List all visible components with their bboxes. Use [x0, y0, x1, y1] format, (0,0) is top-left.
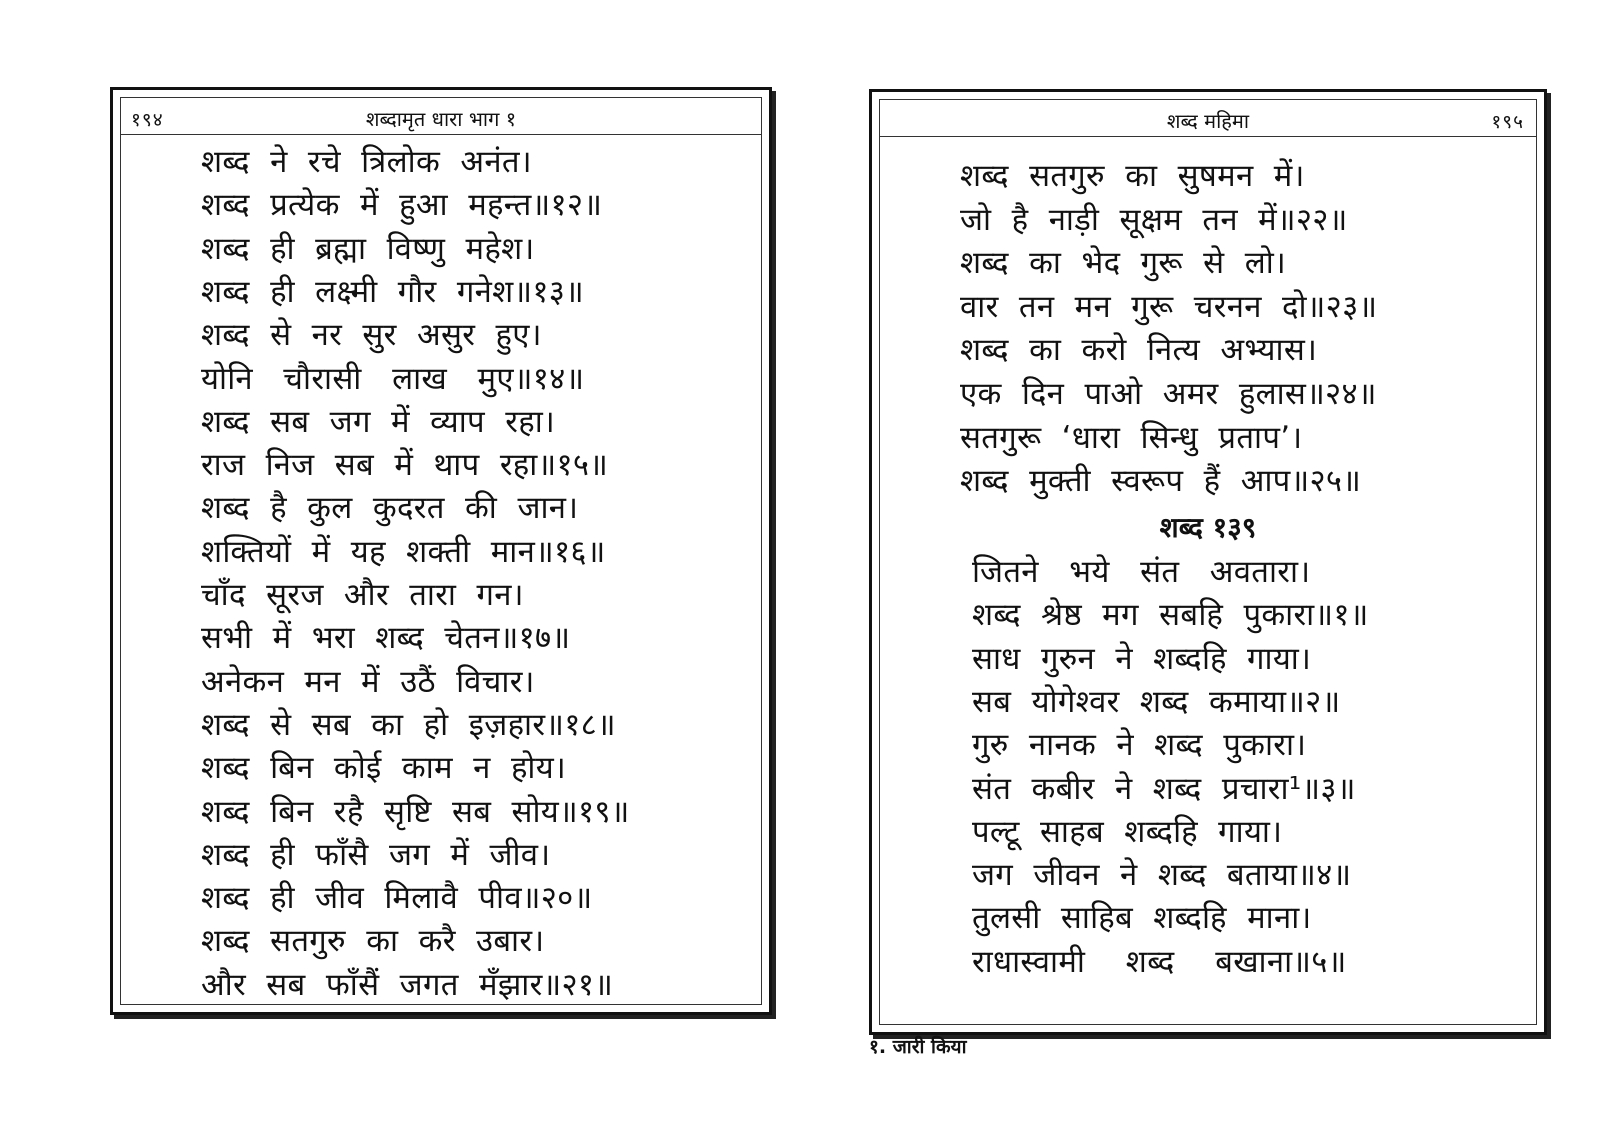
- verse-line: शब्द मुक्ती स्वरूप हैं आप॥२५॥: [960, 463, 1362, 500]
- verse-line: शब्द से नर सुर असुर हुए।: [201, 317, 542, 354]
- left-running-title: शब्दामृत धारा भाग १: [365, 107, 517, 131]
- verse-line: जितने भये संत अवतारा।: [972, 554, 1311, 590]
- verse-line: शब्द बिन कोई काम न होय।: [201, 750, 567, 787]
- right-running-title: शब्द महिमा: [1166, 109, 1250, 133]
- left-page-header: [121, 98, 761, 135]
- left-page-number: १९४: [131, 109, 164, 131]
- verse-line: शब्द सब जग में व्याप रहा।: [201, 403, 556, 440]
- verse-line: संत कबीर ने शब्द प्रचारा¹॥३॥: [972, 770, 1356, 807]
- verse-line: शब्द ही लक्ष्मी गौर गनेश॥१३॥: [201, 273, 585, 310]
- verse-line: सतगुरू ‘धारा सिन्धु प्रताप’।: [960, 419, 1303, 456]
- right-page-inner-frame: [879, 99, 1537, 1025]
- verse-line: शब्द श्रेष्ठ मग सबहि पुकारा॥१॥: [972, 597, 1369, 634]
- verse-line: शब्द का करो नित्य अभ्यास।: [960, 332, 1318, 369]
- left-page-inner-frame: [120, 97, 762, 1005]
- footnote: १. जारी किया: [869, 1036, 967, 1058]
- verse-line: गुरु नानक ने शब्द पुकारा।: [972, 727, 1307, 764]
- verse-line: शब्द सतगुरु का करै उबार।: [201, 923, 545, 960]
- verse-line: सब योगेश्वर शब्द कमाया॥२॥: [972, 683, 1341, 720]
- verse-line: चाँद सूरज और तारा गन।: [201, 577, 524, 613]
- left-page: [110, 87, 772, 1015]
- verse-line: शब्द ही जीव मिलावै पीव॥२०॥: [201, 880, 593, 917]
- verse-line: शब्द ही ब्रह्मा विष्णु महेश।: [201, 230, 535, 267]
- verse-line: शब्द का भेद गुरू से लो।: [960, 245, 1287, 282]
- right-page-number: १९५: [1491, 111, 1524, 133]
- verse-line: शब्द से सब का हो इज़हार॥१८॥: [201, 706, 616, 743]
- section-heading: शब्द १३९: [1159, 511, 1257, 544]
- verse-line: सभी में भरा शब्द चेतन॥१७॥: [201, 620, 571, 657]
- verse-line: तुलसी साहिब शब्दहि माना।: [972, 900, 1312, 937]
- verse-line: शब्द ही फाँसै जग में जीव।: [201, 836, 551, 873]
- verse-line: राधास्वामी शब्द बखाना॥५॥: [972, 943, 1347, 980]
- verse-line: शब्द ने रचे त्रिलोक अनंत।: [201, 144, 532, 180]
- verse-line: अनेकन मन में उठैं विचार।: [201, 663, 535, 700]
- verse-line: और सब फाँसैं जगत मँझार॥२१॥: [201, 966, 614, 1003]
- verse-line: योनि चौरासी लाख मुए॥१४॥: [201, 360, 585, 397]
- verse-line: वार तन मन गुरू चरनन दो॥२३॥: [960, 288, 1378, 325]
- verse-line: शब्द प्रत्येक में हुआ महन्त॥१२॥: [201, 187, 603, 224]
- verse-line: राज निज सब में थाप रहा॥१५॥: [201, 447, 609, 484]
- verse-line: जो है नाड़ी सूक्षम तन में॥२२॥: [960, 201, 1348, 238]
- right-page: [869, 89, 1547, 1035]
- verse-line: शक्तियों में यह शक्ती मान॥१६॥: [201, 533, 606, 570]
- verse-line: एक दिन पाओ अमर हुलास॥२४॥: [960, 376, 1377, 412]
- verse-line: शब्द है कुल कुदरत की जान।: [201, 490, 579, 527]
- verse-line: शब्द बिन रहै सृष्टि सब सोय॥१९॥: [201, 793, 630, 830]
- right-page-header: [880, 100, 1536, 137]
- verse-line: जग जीवन ने शब्द बताया॥४॥: [972, 857, 1352, 894]
- verse-line: पल्टू साहब शब्दहि गाया।: [972, 813, 1283, 850]
- verse-line: शब्द सतगुरु का सुषमन में।: [960, 158, 1305, 194]
- verse-line: साध गुरुन ने शब्दहि गाया।: [972, 640, 1312, 677]
